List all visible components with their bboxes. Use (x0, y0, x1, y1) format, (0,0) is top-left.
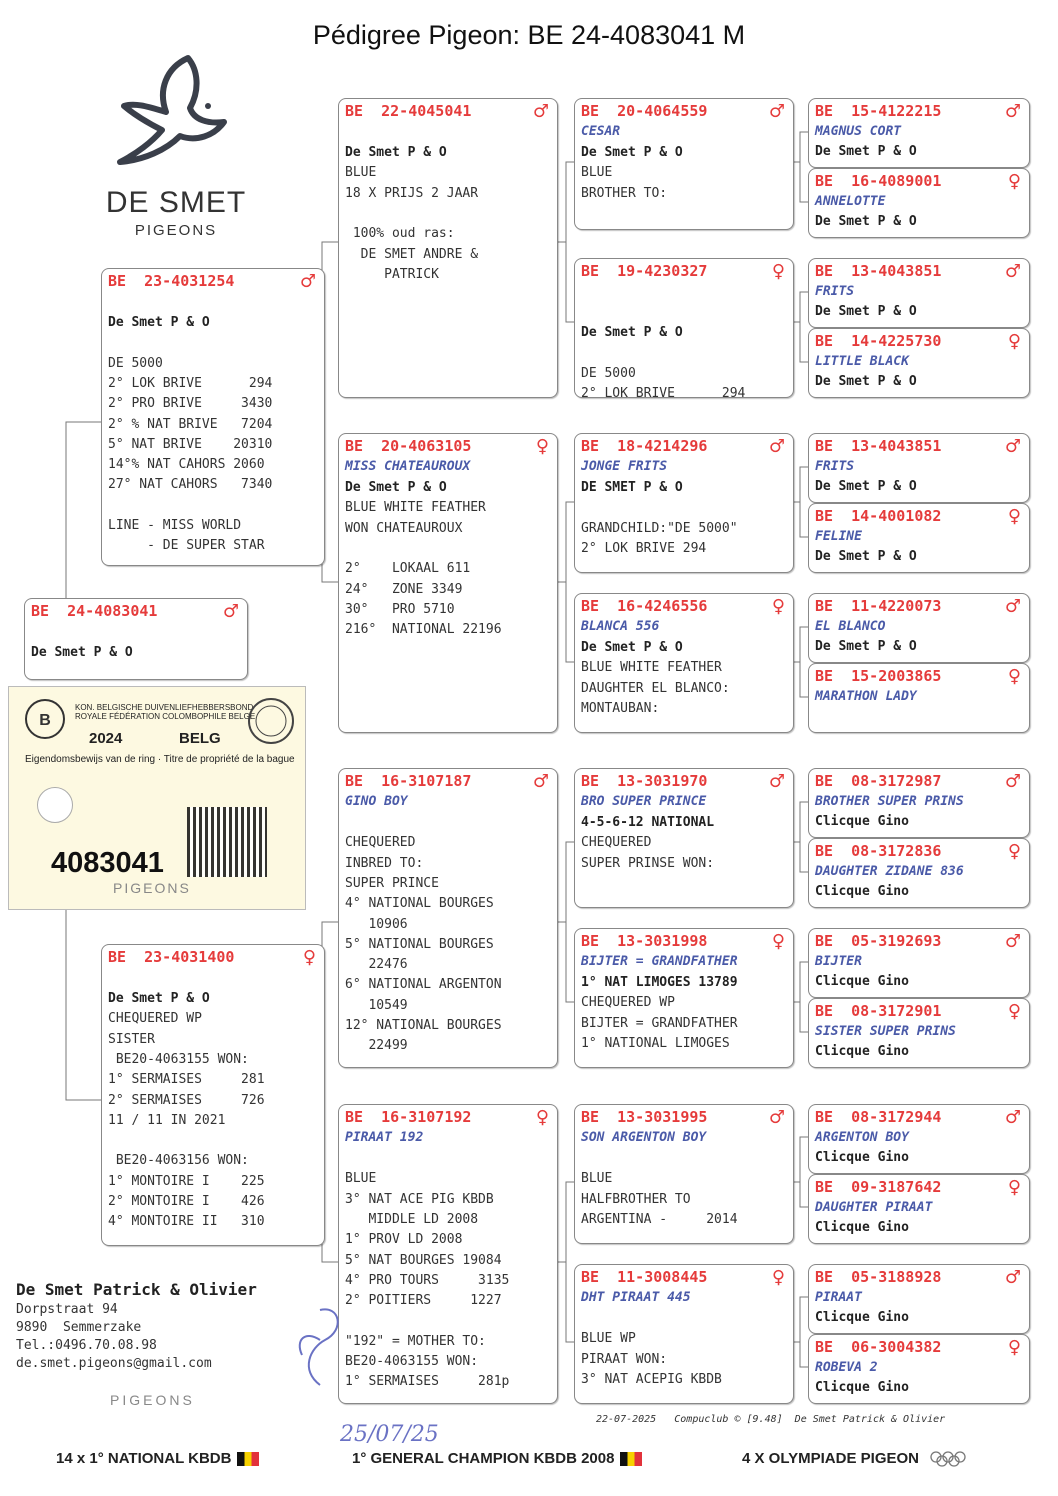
card-line: 22499 (345, 1038, 408, 1054)
footer-left-text: 14 x 1° NATIONAL KBDB (56, 1450, 232, 1467)
subject-card[interactable] (24, 598, 248, 680)
ring-number: BE 11-4220073 (815, 597, 942, 615)
card-line: De Smet P & O (581, 145, 683, 160)
qr-code-icon (187, 807, 267, 877)
card-line: 6° NATIONAL ARGENTON (345, 977, 502, 993)
card-line: 1° NAT LIMOGES 13789 (581, 975, 738, 990)
ring-number: BE 08-3172836 (815, 842, 942, 860)
pedigree-card-g2[interactable] (808, 168, 1030, 238)
logo-subtitle: PIGEONS (134, 222, 218, 239)
card-line: 11 / 11 IN 2021 (108, 1112, 226, 1128)
ring-number: BE 11-3008445 (581, 1268, 708, 1286)
ring-number: BE 22-4045041 (345, 102, 472, 120)
card-line: Clicque Gino (815, 814, 909, 829)
pigeon-name: MISS CHATEAUROUX (345, 459, 471, 474)
ring-number: BE 18-4214296 (581, 437, 708, 455)
card-line: De Smet P & O (345, 145, 447, 160)
male-icon: ♂ (1004, 1267, 1021, 1288)
male-icon: ♂ (1004, 261, 1021, 282)
card-line: PIRAAT WON: (581, 1351, 668, 1367)
card-line: CHEQUERED (345, 835, 416, 851)
male-icon: ♂ (768, 436, 785, 457)
pedigree-card-ffm[interactable] (574, 258, 794, 398)
pedigree-card-g12[interactable] (808, 998, 1030, 1068)
ring-number: BE 13-4043851 (815, 437, 942, 455)
card-line: PATRICK (345, 266, 439, 282)
pedigree-card-g8[interactable] (808, 663, 1030, 733)
card-line: MONTAUBAN: (581, 700, 660, 716)
card-line: DAUGHTER EL BLANCO: (581, 680, 730, 696)
pigeon-name: BIJTER (815, 954, 862, 969)
pigeon-name: CESAR (581, 124, 621, 139)
pedigree-card-mm[interactable] (338, 1104, 558, 1404)
card-line: 5° NAT BOURGES 19084 (345, 1252, 502, 1268)
card-line: De Smet P & O (815, 479, 917, 494)
ring-number: BE 05-3192693 (815, 932, 942, 950)
ring-number: BE 16-3107192 (345, 1108, 472, 1126)
card-line: De Smet P & O (815, 304, 917, 319)
card-line: 22476 (345, 957, 408, 973)
card-line: De Smet P & O (108, 991, 210, 1006)
owner-email[interactable]: de.smet.pigeons@gmail.com (16, 1356, 212, 1371)
card-line: HALFBROTHER TO (581, 1191, 691, 1207)
ring-number: BE 23-4031400 (108, 948, 235, 966)
ring-number: BE 16-4246556 (581, 597, 708, 615)
pigeon-name: EL BLANCO (815, 619, 886, 634)
ring-number: BE 13-4043851 (815, 262, 942, 280)
female-icon: ♀ (535, 436, 549, 457)
male-icon: ♂ (532, 101, 549, 122)
ring-number: BE 13-3031970 (581, 772, 708, 790)
card-line: BLUE (345, 165, 377, 181)
card-line: 2° SERMAISES 726 (108, 1092, 265, 1108)
card-line: 18 X PRIJS 2 JAAR (345, 185, 479, 201)
card-line: De Smet P & O (345, 480, 447, 495)
ring-card-stamp: PIGEONS (113, 880, 191, 896)
card-line: De Smet P & O (815, 144, 917, 159)
card-line: 1° PROV LD 2008 (345, 1232, 463, 1248)
ring-number: BE 15-2003865 (815, 667, 942, 685)
female-icon: ♀ (1007, 841, 1021, 862)
owner-phone: Tel.:0496.70.08.98 (16, 1338, 157, 1353)
print-info: 22-07-2025 Compuclub © [9.48] De Smet Patrick & Olivier (596, 1414, 946, 1425)
card-line: Clicque Gino (815, 1310, 909, 1325)
owner-city: 9890 Semmerzake (16, 1320, 142, 1335)
card-line: BLUE (581, 1171, 613, 1187)
signature-icon (290, 1300, 350, 1390)
pedigree-card-mff[interactable] (574, 768, 794, 908)
pigeon-name: BRO SUPER PRINCE (581, 794, 707, 809)
olympic-rings-icon (929, 1451, 967, 1467)
pedigree-card-g10[interactable] (808, 838, 1030, 908)
pigeon-name: BROTHER SUPER PRINS (815, 794, 964, 809)
card-line: 14°% NAT CAHORS 2060 (108, 457, 265, 473)
pedigree-card-fff[interactable] (574, 98, 794, 230)
footer-left (56, 1450, 259, 1467)
card-line: 2° LOK BRIVE 294 (108, 375, 273, 391)
card-line: 1° NATIONAL LIMOGES (581, 1035, 730, 1051)
card-line: SUPER PRINSE WON: (581, 855, 715, 871)
owner-address: Dorpstraat 94 (16, 1302, 118, 1317)
pedigree-card-g3[interactable] (808, 258, 1030, 328)
male-icon: ♂ (532, 771, 549, 792)
pedigree-card-mfm[interactable] (574, 928, 794, 1068)
pedigree-card-mmf[interactable] (574, 1104, 794, 1244)
card-line: 3° NAT ACE PIG KBDB (345, 1191, 494, 1207)
footer-center-text: 1° GENERAL CHAMPION KBDB 2008 (352, 1450, 615, 1467)
card-line: 2° PRO BRIVE 3430 (108, 396, 273, 412)
handwritten-date: 25/07/25 (340, 1422, 439, 1447)
card-line: BE20-4063155 WON: (345, 1354, 479, 1369)
card-line: SUPER PRINCE (345, 875, 439, 891)
ring-number: BE 13-3031995 (581, 1108, 708, 1126)
pedigree-card-g16[interactable] (808, 1334, 1030, 1404)
card-line: BLUE (581, 165, 613, 181)
female-icon: ♀ (535, 1107, 549, 1128)
pigeon-name: ANNELOTTE (815, 194, 886, 209)
male-icon: ♂ (1004, 436, 1021, 457)
card-line: 12° NATIONAL BOURGES (345, 1018, 502, 1033)
pigeon-name: DHT PIRAAT 445 (581, 1290, 691, 1305)
card-line: MIDDLE LD 2008 (345, 1211, 479, 1227)
card-line: CHEQUERED (581, 835, 652, 851)
owner-name: De Smet Patrick & Olivier (16, 1280, 257, 1299)
card-line: BLUE WHITE FEATHER (581, 660, 722, 676)
card-line: Clicque Gino (815, 1150, 909, 1165)
card-line: INBRED TO: (345, 855, 424, 871)
kbdb-emblem-icon (23, 697, 67, 741)
female-icon: ♀ (771, 1267, 785, 1288)
card-line: BIJTER = GRANDFATHER (581, 1015, 738, 1031)
male-icon: ♂ (768, 101, 785, 122)
male-icon: ♂ (768, 1107, 785, 1128)
ring-number: BE 23-4031254 (108, 272, 235, 290)
card-line: GRANDCHILD:"DE 5000" (581, 520, 738, 536)
card-line: 4-5-6-12 NATIONAL (581, 815, 715, 830)
female-icon: ♀ (1007, 1001, 1021, 1022)
female-icon: ♀ (1007, 331, 1021, 352)
svg-text:B: B (39, 712, 51, 729)
pigeon-name: ARGENTON BOY (815, 1130, 909, 1145)
pigeon-name: SON ARGENTON BOY (581, 1130, 707, 1145)
card-line: Clicque Gino (815, 1044, 909, 1059)
pigeon-name: DAUGHTER ZIDANE 836 (815, 864, 964, 879)
card-line: 2° LOK BRIVE 294 (581, 540, 707, 556)
card-line: 2° % NAT BRIVE 7204 (108, 416, 273, 432)
card-line: 4° PRO TOURS 3135 (345, 1272, 510, 1288)
fci-seal-icon (245, 695, 297, 747)
card-line: Clicque Gino (815, 974, 909, 989)
card-line: SISTER (108, 1031, 155, 1047)
female-icon: ♀ (1007, 666, 1021, 687)
pigeon-name: PIRAAT (815, 1290, 862, 1305)
ring-number: BE 08-3172987 (815, 772, 942, 790)
card-line: WON CHATEAUROUX (345, 520, 463, 536)
card-line: 4° MONTOIRE II 310 (108, 1214, 265, 1230)
owner-block (16, 1280, 257, 1371)
ring-year: 2024 (89, 730, 123, 747)
ring-number: BE 08-3172944 (815, 1108, 942, 1126)
male-icon: ♂ (1004, 931, 1021, 952)
pedigree-card-g13[interactable] (808, 1104, 1030, 1174)
male-icon: ♂ (1004, 101, 1021, 122)
footer-center (352, 1450, 642, 1467)
card-line: BLUE WP (581, 1331, 636, 1347)
male-icon: ♂ (299, 271, 316, 292)
card-line: 4° NATIONAL BOURGES (345, 896, 494, 912)
pedigree-card-g4[interactable] (808, 328, 1030, 398)
pigeon-name: MAGNUS CORT (815, 124, 902, 139)
belgian-flag-icon (620, 1452, 642, 1466)
pedigree-card-g14[interactable] (808, 1174, 1030, 1244)
card-line: 2° LOK BRIVE 294 (581, 386, 746, 398)
female-icon: ♀ (771, 596, 785, 617)
card-line: De Smet P & O (581, 325, 683, 341)
pigeon-name: MARATHON LADY (815, 689, 917, 704)
card-line: BE20-4063155 WON: (108, 1051, 249, 1067)
subject-owner: De Smet P & O (31, 645, 133, 660)
female-icon: ♀ (1007, 171, 1021, 192)
logo-wordmark: DE SMET (105, 186, 247, 219)
pigeon-name: ROBEVA 2 (815, 1360, 878, 1375)
card-line: - DE SUPER STAR (108, 538, 265, 554)
ring-number: 4083041 (51, 847, 164, 879)
pigeon-name: GINO BOY (345, 794, 408, 809)
pedigree-card-fmm[interactable] (574, 593, 794, 733)
ring-number: BE 05-3188928 (815, 1268, 942, 1286)
card-line: 216° NATIONAL 22196 (345, 622, 502, 638)
pigeon-name: BLANCA 556 (581, 619, 660, 634)
pigeon-name: SISTER SUPER PRINS (815, 1024, 956, 1039)
female-icon: ♀ (771, 931, 785, 952)
female-icon: ♀ (1007, 1337, 1021, 1358)
pedigree-card-mmm[interactable] (574, 1264, 794, 1404)
card-line: 1° SERMAISES 281p (345, 1374, 510, 1390)
pigeon-name: LITTLE BLACK (815, 354, 909, 369)
male-icon: ♂ (1004, 771, 1021, 792)
card-line: "192" = MOTHER TO: (345, 1333, 486, 1349)
ring-ownership-card (8, 686, 306, 910)
ring-number: BE 20-4063105 (345, 437, 472, 455)
ring-number: BE 19-4230327 (581, 262, 708, 280)
female-icon: ♀ (1007, 1177, 1021, 1198)
pigeon-name: BIJTER = GRANDFATHER (581, 954, 738, 969)
card-line: 10906 (345, 916, 408, 932)
card-line: Clicque Gino (815, 1220, 909, 1235)
pedigree-card-g7[interactable] (808, 593, 1030, 663)
ring-number: BE 20-4064559 (581, 102, 708, 120)
card-line: 100% oud ras: (345, 226, 455, 242)
pigeon-name: PIRAAT 192 (345, 1130, 424, 1145)
male-icon: ♂ (768, 771, 785, 792)
ring-hole (37, 787, 73, 823)
pedigree-card-ff[interactable] (338, 98, 558, 398)
card-line: BE20-4063156 WON: (108, 1153, 249, 1169)
card-line: De Smet P & O (815, 214, 917, 229)
female-icon: ♀ (1007, 506, 1021, 527)
pigeon-name: FRITS (815, 284, 855, 299)
card-line: 27° NAT CAHORS 7340 (108, 477, 273, 493)
card-line: 2° POITIERS 1227 (345, 1293, 502, 1309)
pedigree-card-fm[interactable] (338, 433, 558, 733)
pedigree-card-g15[interactable] (808, 1264, 1030, 1334)
card-line: DE 5000 (108, 355, 163, 371)
federation-name: KON. BELGISCHE DUIVENLIEFHEBBERSBOND ROYALE FÉDÉRATION COLOMBOPHILE BELGE (75, 703, 256, 721)
ring-number: BE 16-3107187 (345, 772, 472, 790)
female-icon: ♀ (302, 947, 316, 968)
card-line: De Smet P & O (815, 549, 917, 564)
male-icon: ♂ (1004, 1107, 1021, 1128)
male-icon: ♂ (222, 601, 239, 622)
ring-number: BE 14-4225730 (815, 332, 942, 350)
card-line: 3° NAT ACEPIG KBDB (581, 1371, 722, 1387)
pedigree-card-mf[interactable] (338, 768, 558, 1068)
card-line: De Smet P & O (815, 374, 917, 389)
pedigree-card-g6[interactable] (808, 503, 1030, 573)
ring-caption: Eigendomsbewijs van de ring · Titre de propriété de la bague (25, 754, 295, 765)
ring-number: BE 09-3187642 (815, 1178, 942, 1196)
pedigree-card-g9[interactable] (808, 768, 1030, 838)
card-line: De Smet P & O (108, 315, 210, 330)
card-line: BLUE WHITE FEATHER (345, 500, 486, 516)
card-line: 24° ZONE 3349 (345, 581, 463, 597)
card-line: 2° MONTOIRE I 426 (108, 1194, 265, 1209)
ring-number: BE 08-3172901 (815, 1002, 942, 1020)
card-line: 2° LOKAAL 611 (345, 561, 471, 577)
ring-number: BE 15-4122215 (815, 102, 942, 120)
card-line: 1° SERMAISES 281 (108, 1072, 265, 1088)
card-line: 5° NATIONAL BOURGES (345, 936, 494, 952)
card-line: CHEQUERED WP (108, 1011, 202, 1027)
card-line: 10549 (345, 997, 408, 1013)
pigeon-name: FRITS (815, 459, 855, 474)
card-line: Clicque Gino (815, 884, 909, 899)
pigeon-name: DAUGHTER PIRAAT (815, 1200, 933, 1215)
footer-right (742, 1450, 967, 1467)
footer-right-text: 4 X OLYMPIADE PIGEON (742, 1450, 919, 1467)
card-line: DE SMET ANDRE & (345, 246, 479, 262)
pigeon-name: JONGE FRITS (581, 459, 668, 474)
pigeon-name: FELINE (815, 529, 862, 544)
card-line: 1° MONTOIRE I 225 (108, 1173, 265, 1189)
male-icon: ♂ (1004, 596, 1021, 617)
ring-number: BE 13-3031998 (581, 932, 708, 950)
female-icon: ♀ (771, 261, 785, 282)
pedigree-card-f[interactable] (101, 268, 325, 566)
pedigree-card-fmf[interactable] (574, 433, 794, 573)
card-line: De Smet P & O (581, 640, 683, 655)
pedigree-card-g11[interactable] (808, 928, 1030, 998)
card-line: 30° PRO 5710 (345, 601, 455, 617)
card-line: LINE - MISS WORLD (108, 518, 242, 533)
card-line: DE 5000 (581, 365, 636, 381)
pedigree-card-m[interactable] (101, 944, 325, 1246)
ring-number: BE 16-4089001 (815, 172, 942, 190)
card-line: ARGENTINA - 2014 (581, 1211, 738, 1227)
owner-stamp: PIGEONS (110, 1392, 195, 1408)
card-line: Clicque Gino (815, 1380, 909, 1395)
pedigree-card-g1[interactable] (808, 98, 1030, 168)
belgian-flag-icon (237, 1452, 259, 1466)
card-line: 5° NAT BRIVE 20310 (108, 436, 273, 452)
card-line: BROTHER TO: (581, 185, 668, 201)
ring-number: BE 14-4001082 (815, 507, 942, 525)
card-line: DE SMET P & O (581, 480, 683, 495)
card-line: CHEQUERED WP (581, 995, 675, 1011)
card-line: BLUE (345, 1171, 377, 1187)
card-line: De Smet P & O (815, 639, 917, 654)
ring-country: BELG (179, 730, 221, 747)
ring-number: BE 06-3004382 (815, 1338, 942, 1356)
pedigree-card-g5[interactable] (808, 433, 1030, 503)
page-title: Pédigree Pigeon: BE 24-4083041 M (312, 20, 746, 50)
subject-ring: BE 24-4083041 (31, 602, 158, 620)
